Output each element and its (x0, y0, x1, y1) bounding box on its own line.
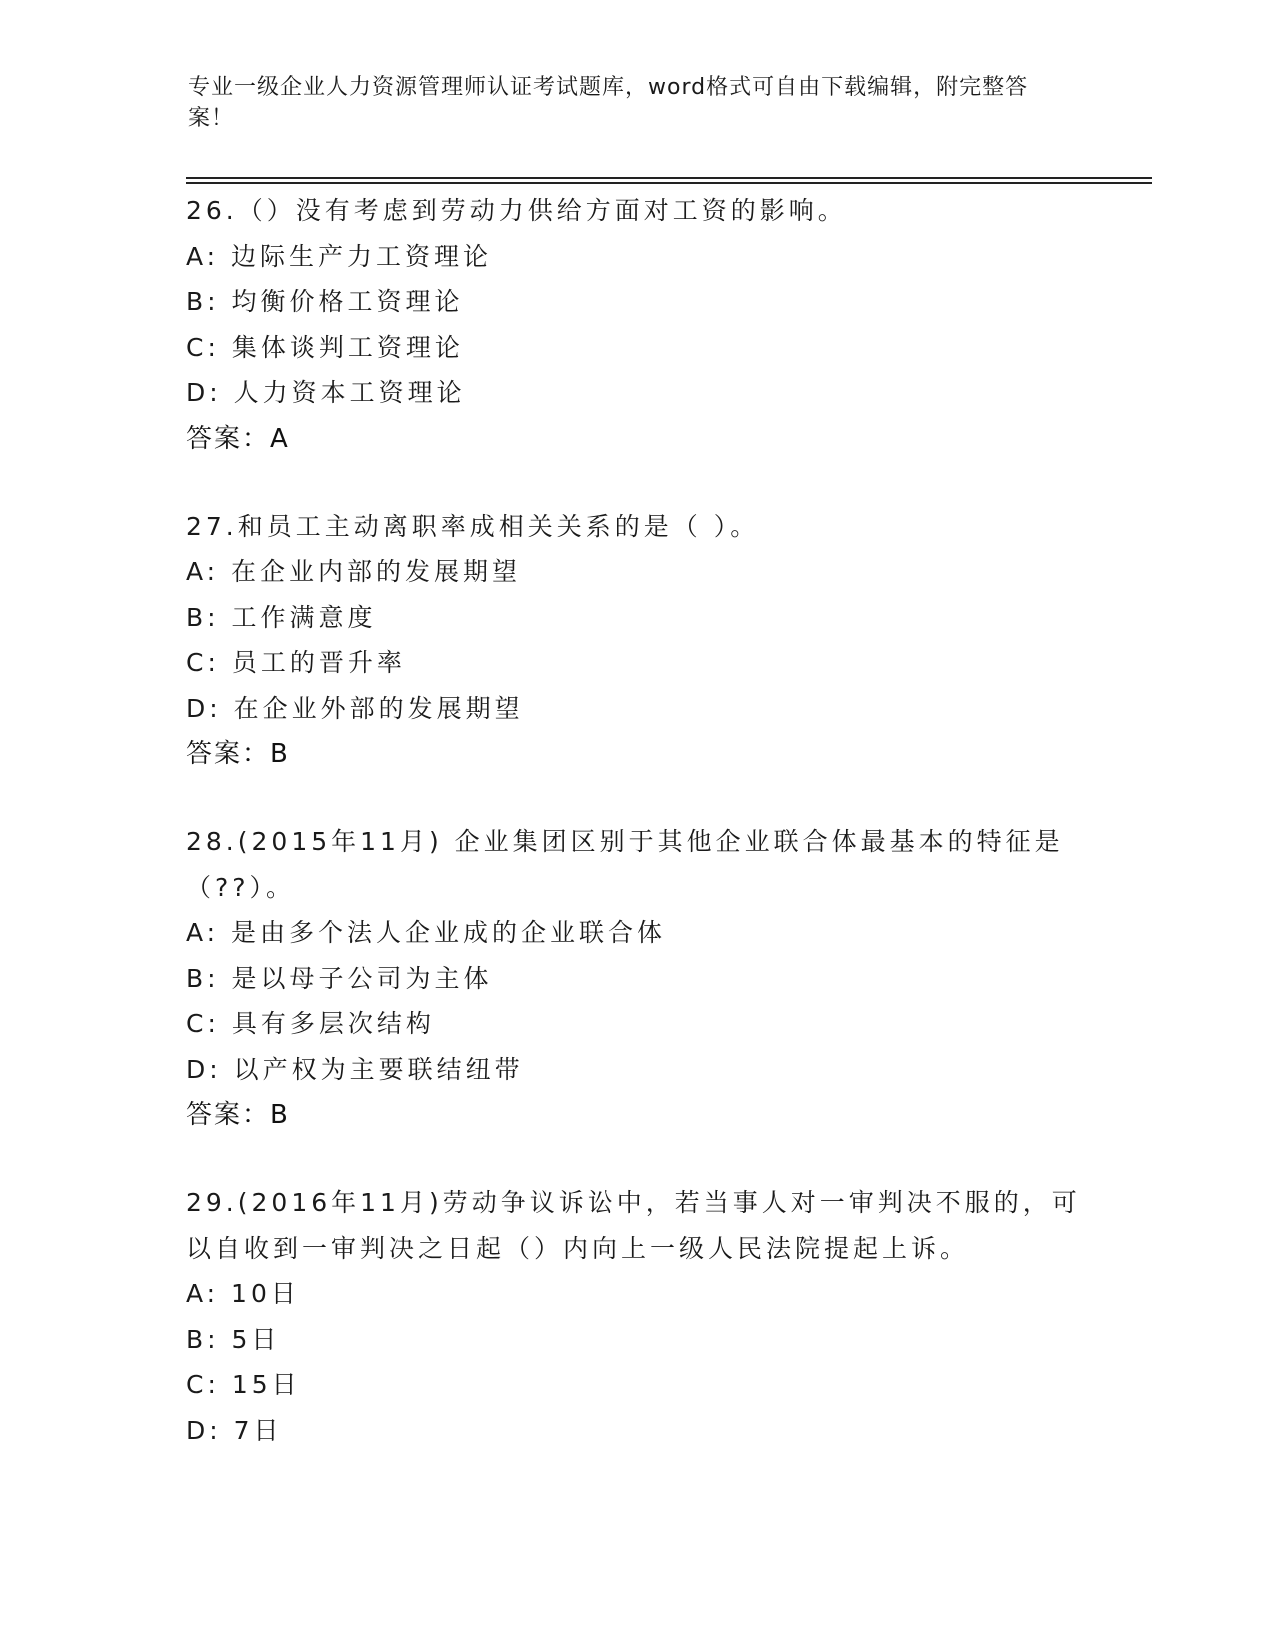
option-d: D: 7日 (186, 1415, 283, 1445)
option-c: C: 集体谈判工资理论 (186, 332, 464, 362)
question-stem: 29.(2016年11月)劳动争议诉讼中，若当事人对一审判决不服的，可以自收到一审判决之日起（）内向上一级人民法院提起上诉。 (186, 1188, 1081, 1263)
header-divider-bottom (186, 182, 1152, 184)
question-28 (186, 819, 1086, 1138)
question-29 (186, 1180, 1086, 1453)
option-c: C: 具有多层次结构 (186, 1009, 435, 1038)
answer-label: 答案：B (186, 739, 290, 769)
question-26 (186, 188, 1086, 462)
option-d: D: 以产权为主要联结纽带 (186, 1054, 524, 1084)
option-b: B: 5日 (186, 1324, 281, 1354)
option-c: C: 员工的晋升率 (186, 648, 406, 677)
option-a: A: 是由多个法人企业成的企业联合体 (186, 918, 667, 947)
option-d: D: 在企业外部的发展期望 (186, 693, 524, 723)
option-a: A: 在企业内部的发展期望 (186, 557, 522, 586)
header-divider-top (186, 177, 1152, 179)
question-stem: 26.（）没有考虑到劳动力供给方面对工资的影响。 (186, 196, 847, 225)
question-stem: 28.(2015年11月) 企业集团区别于其他企业联合体最基本的特征是（??）。 (186, 827, 1064, 902)
question-stem: 27.和员工主动离职率成相关关系的是（ ）。 (186, 511, 760, 541)
option-b: B: 工作满意度 (186, 602, 377, 632)
document-header: 专业一级企业人力资源管理师认证考试题库，word格式可自由下载编辑，附完整答案！ (188, 75, 1029, 131)
option-b: B: 均衡价格工资理论 (186, 287, 464, 316)
answer-label: 答案：B (186, 1100, 290, 1130)
option-b: B: 是以母子公司为主体 (186, 963, 493, 993)
question-27 (186, 504, 1086, 778)
question-list (186, 188, 1086, 1495)
option-a: A: 10日 (186, 1279, 300, 1308)
option-d: D: 人力资本工资理论 (186, 378, 466, 407)
option-a: A: 边际生产力工资理论 (186, 241, 493, 271)
option-c: C: 15日 (186, 1370, 301, 1399)
answer-label: 答案：A (186, 423, 290, 454)
